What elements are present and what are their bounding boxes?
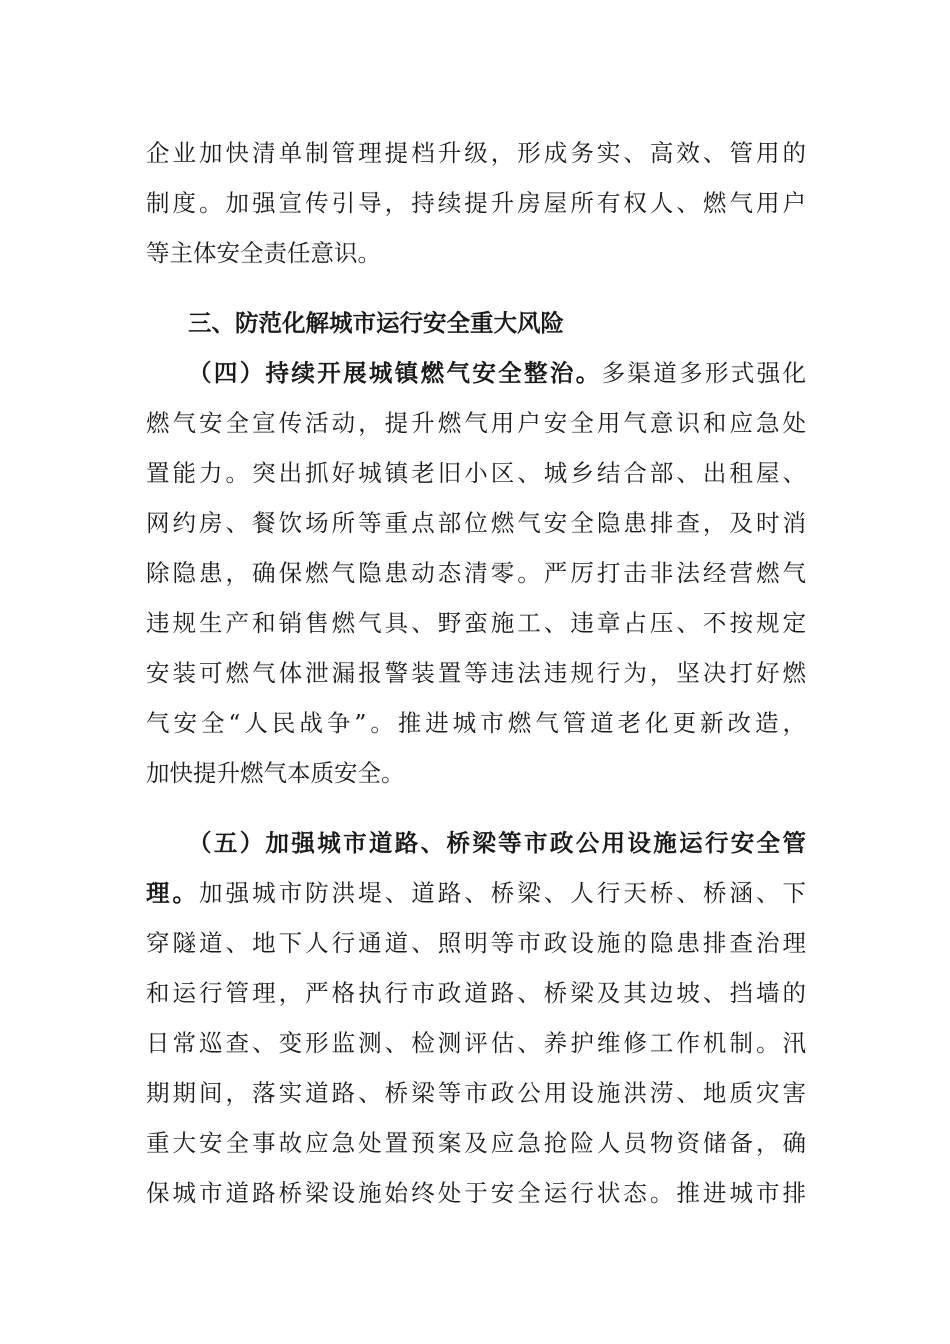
text-line	[146, 348, 806, 398]
text-line: 等主体安全责任意识。	[146, 239, 381, 267]
text-line: 企业加快清单制管理提档升级，形成务实、高效、管用的	[146, 139, 806, 167]
text-line: 安装可燃气体泄漏报警装置等违法违规行为，坚决打好燃	[146, 659, 806, 687]
paragraph-gas-safety	[146, 348, 806, 798]
text-line: 穿隧道、地下人行通道、照明等市政设施的隐患排查治理	[146, 929, 806, 957]
section-heading: 三、防范化解城市运行安全重大风险	[188, 309, 564, 337]
text-line: 燃气安全宣传活动，提升燃气用户安全用气意识和应急处	[146, 409, 806, 437]
text-line: 重大安全事故应急处置预案及应急抢险人员物资储备，确	[146, 1129, 806, 1157]
text-line: 保城市道路桥梁设施始终处于安全运行状态。推进城市排	[146, 1179, 806, 1207]
text-line: 和运行管理，严格执行市政道路、桥梁及其边坡、挡墙的	[146, 979, 806, 1007]
document-body	[146, 128, 806, 1218]
paragraph-lead-title-end: 理。	[146, 879, 200, 907]
text-line: 除隐患，确保燃气隐患动态清零。严厉打击非法经营燃气	[146, 559, 806, 587]
text-line: 网约房、餐饮场所等重点部位燃气安全隐患排查，及时消	[146, 509, 806, 537]
text-span: 多渠道多形式强化	[601, 359, 807, 387]
paragraph-municipal-facilities	[146, 818, 806, 1218]
text-line: 日常巡查、变形监测、检测评估、养护维修工作机制。汛	[146, 1029, 806, 1057]
text-line: 置能力。突出抓好城镇老旧小区、城乡结合部、出租屋、	[146, 459, 806, 487]
text-span: 加强城市防洪堤、道路、桥梁、人行天桥、桥涵、下	[199, 879, 807, 907]
paragraph-lead-title: （五）加强城市道路、桥梁等市政公用设施运行安全管	[188, 829, 806, 857]
text-line	[146, 868, 806, 918]
text-line: 违规生产和销售燃气具、野蛮施工、违章占压、不按规定	[146, 609, 806, 637]
paragraph-lead-title: （四）持续开展城镇燃气安全整治。	[188, 359, 602, 387]
paragraph-continuation	[146, 128, 806, 278]
text-line: 气安全“人民战争”。推进城市燃气管道老化更新改造，	[146, 709, 806, 737]
text-line: 期期间，落实道路、桥梁等市政公用设施洪涝、地质灾害	[146, 1079, 806, 1107]
text-line: 加快提升燃气本质安全。	[146, 759, 405, 787]
text-line: 制度。加强宣传引导，持续提升房屋所有权人、燃气用户	[146, 189, 806, 217]
